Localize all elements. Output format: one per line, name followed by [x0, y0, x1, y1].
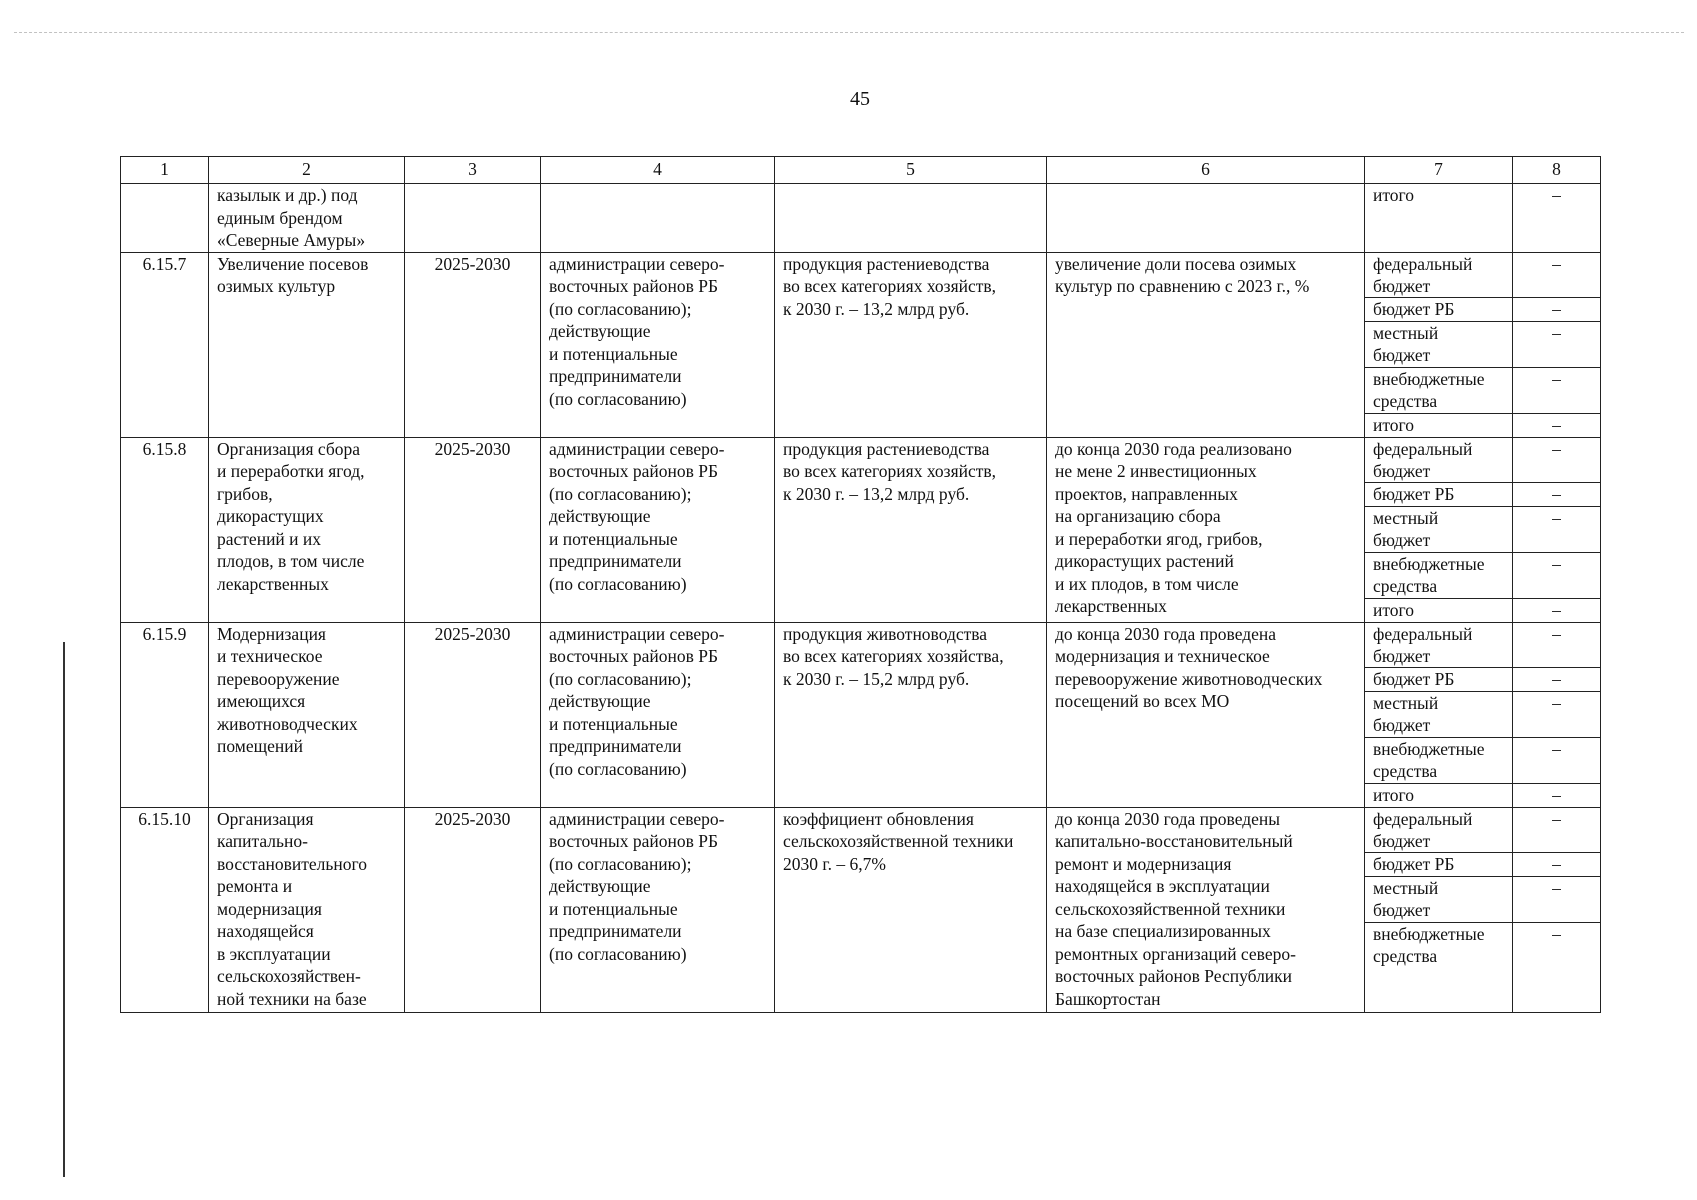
funding-source-cell: федеральный бюджет	[1365, 252, 1513, 297]
period-cell: 2025-2030	[405, 437, 541, 622]
table-row	[121, 807, 1601, 852]
funding-amount-cell: –	[1513, 691, 1601, 737]
executor-cell: администрации северо- восточных районов РБ (по согласованию); действующие и потенциальные предприниматели (по согласованию)	[541, 252, 775, 437]
result-cell	[775, 184, 1047, 253]
activity-name-cell: Увеличение посевов озимых культур	[209, 252, 405, 437]
result-cell: продукция растениеводства во всех категориях хозяйств, к 2030 г. – 13,2 млрд руб.	[775, 437, 1047, 622]
table-row	[121, 622, 1601, 667]
funding-source-cell: бюджет РБ	[1365, 852, 1513, 876]
item-number-cell: 6.15.10	[121, 807, 209, 1012]
indicator-cell: увеличение доли посева озимых культур по сравнению с 2023 г., %	[1047, 252, 1365, 437]
funding-amount-cell: –	[1513, 783, 1601, 807]
column-header: 6	[1047, 157, 1365, 184]
funding-amount-cell: –	[1513, 367, 1601, 413]
column-header: 5	[775, 157, 1047, 184]
funding-source-cell: местный бюджет	[1365, 691, 1513, 737]
funding-source-cell: итого	[1365, 783, 1513, 807]
funding-amount-cell: –	[1513, 807, 1601, 852]
funding-source-cell: местный бюджет	[1365, 321, 1513, 367]
indicator-cell: до конца 2030 года реализовано не мене 2 инвестиционных проектов, направленных на организацию сбора и переработки ягод, грибов, дикорастущих растений и их плодов, в том числе лекарственных	[1047, 437, 1365, 622]
funding-source-cell: внебюджетные средства	[1365, 922, 1513, 1012]
funding-source-cell: бюджет РБ	[1365, 297, 1513, 321]
activity-name-cell: Организация капитально- восстановительного ремонта и модернизация находящейся в эксплуатации сельскохозяйствен- ной техники на базе	[209, 807, 405, 1012]
executor-cell: администрации северо- восточных районов РБ (по согласованию); действующие и потенциальные предприниматели (по согласованию)	[541, 807, 775, 1012]
funding-amount-cell: –	[1513, 552, 1601, 598]
funding-source-cell: внебюджетные средства	[1365, 552, 1513, 598]
funding-source-cell: местный бюджет	[1365, 876, 1513, 922]
item-number-cell: 6.15.9	[121, 622, 209, 807]
program-activities-table	[120, 156, 1601, 1013]
funding-source-cell: итого	[1365, 598, 1513, 622]
executor-cell: администрации северо- восточных районов РБ (по согласованию); действующие и потенциальные предприниматели (по согласованию)	[541, 622, 775, 807]
funding-amount-cell: –	[1513, 252, 1601, 297]
result-cell: коэффициент обновления сельскохозяйственной техники 2030 г. – 6,7%	[775, 807, 1047, 1012]
funding-amount-cell: –	[1513, 184, 1601, 253]
indicator-cell	[1047, 184, 1365, 253]
indicator-cell: до конца 2030 года проведены капитально-восстановительный ремонт и модернизация находящейся в эксплуатации сельскохозяйственной техники на базе специализированных ремонтных организаций северо- восточных районов Республики Башкортостан	[1047, 807, 1365, 1012]
funding-source-cell: бюджет РБ	[1365, 667, 1513, 691]
funding-amount-cell: –	[1513, 852, 1601, 876]
funding-source-cell: внебюджетные средства	[1365, 737, 1513, 783]
funding-amount-cell: –	[1513, 667, 1601, 691]
executor-cell	[541, 184, 775, 253]
funding-amount-cell: –	[1513, 437, 1601, 482]
table-row	[121, 252, 1601, 297]
continuation-row	[121, 184, 1601, 253]
column-header: 7	[1365, 157, 1513, 184]
funding-amount-cell: –	[1513, 297, 1601, 321]
column-header: 2	[209, 157, 405, 184]
column-header: 3	[405, 157, 541, 184]
funding-amount-cell: –	[1513, 922, 1601, 1012]
activity-name-cell: Модернизация и техническое перевооружение имеющихся животноводческих помещений	[209, 622, 405, 807]
period-cell: 2025-2030	[405, 252, 541, 437]
indicator-cell: до конца 2030 года проведена модернизация и техническое перевооружение животноводческих посещений во всех МО	[1047, 622, 1365, 807]
activity-name-cell: казылык и др.) под единым брендом «Северные Амуры»	[209, 184, 405, 253]
funding-amount-cell: –	[1513, 321, 1601, 367]
funding-amount-cell: –	[1513, 876, 1601, 922]
funding-source-cell: федеральный бюджет	[1365, 807, 1513, 852]
result-cell: продукция животноводства во всех категориях хозяйства, к 2030 г. – 15,2 млрд руб.	[775, 622, 1047, 807]
item-number-cell: 6.15.7	[121, 252, 209, 437]
result-cell: продукция растениеводства во всех категориях хозяйств, к 2030 г. – 13,2 млрд руб.	[775, 252, 1047, 437]
funding-source-cell: итого	[1365, 413, 1513, 437]
funding-amount-cell: –	[1513, 598, 1601, 622]
funding-source-cell: местный бюджет	[1365, 506, 1513, 552]
funding-source-cell: внебюджетные средства	[1365, 367, 1513, 413]
funding-source-cell: федеральный бюджет	[1365, 622, 1513, 667]
period-cell	[405, 184, 541, 253]
column-header: 4	[541, 157, 775, 184]
item-number-cell: 6.15.8	[121, 437, 209, 622]
period-cell: 2025-2030	[405, 622, 541, 807]
funding-amount-cell: –	[1513, 737, 1601, 783]
funding-amount-cell: –	[1513, 482, 1601, 506]
period-cell: 2025-2030	[405, 807, 541, 1012]
funding-amount-cell: –	[1513, 413, 1601, 437]
funding-source-cell: итого	[1365, 184, 1513, 253]
activity-name-cell: Организация сбора и переработки ягод, грибов, дикорастущих растений и их плодов, в том числе лекарственных	[209, 437, 405, 622]
column-number-row	[121, 157, 1601, 184]
binding-margin-line	[63, 642, 65, 1177]
page-number: 45	[850, 88, 870, 110]
item-number-cell	[121, 184, 209, 253]
funding-source-cell: федеральный бюджет	[1365, 437, 1513, 482]
column-header: 8	[1513, 157, 1601, 184]
column-header: 1	[121, 157, 209, 184]
funding-amount-cell: –	[1513, 622, 1601, 667]
funding-amount-cell: –	[1513, 506, 1601, 552]
table-row	[121, 437, 1601, 482]
executor-cell: администрации северо- восточных районов РБ (по согласованию); действующие и потенциальные предприниматели (по согласованию)	[541, 437, 775, 622]
scan-border-line	[14, 32, 1684, 33]
funding-source-cell: бюджет РБ	[1365, 482, 1513, 506]
